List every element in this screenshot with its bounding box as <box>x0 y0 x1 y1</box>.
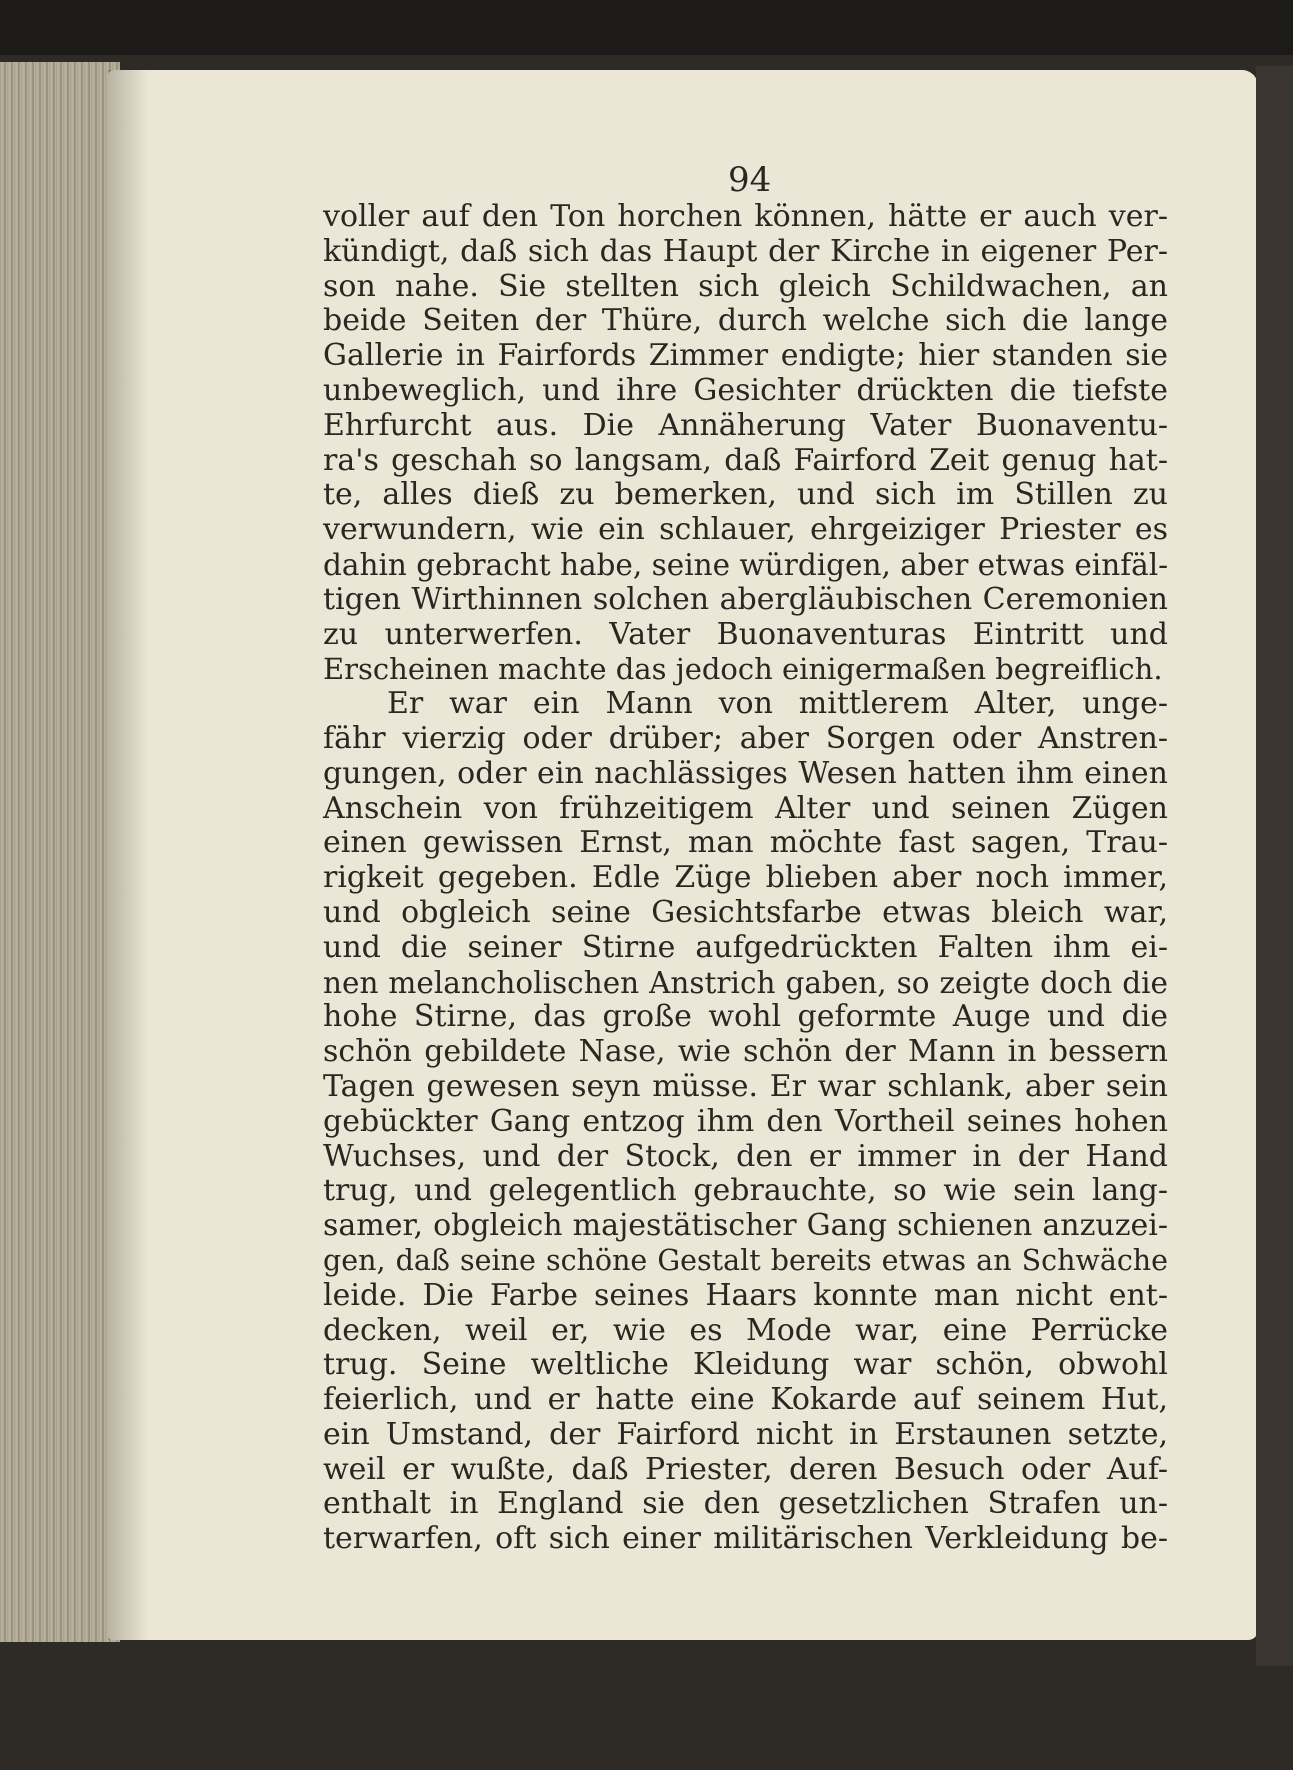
text-line: te, alles dieß zu bemerken, und sich im Stillen zu <box>323 477 1168 513</box>
body-text <box>323 200 1168 1557</box>
text-line: rigkeit gegeben. Edle Züge blieben aber noch immer, <box>323 860 1168 896</box>
text-line: und obgleich seine Gesichtsfarbe etwas bleich war, <box>323 894 1168 930</box>
text-line: Wuchses, und der Stock, den er immer in der Hand <box>323 1138 1168 1174</box>
text-line: enthalt in England sie den gesetzlichen Strafen un- <box>323 1486 1168 1522</box>
text-line: hohe Stirne, das große wohl geformte Auge und die <box>323 999 1168 1035</box>
text-line: ra's geschah so langsam, daß Fairford Zeit genug hat- <box>323 442 1168 478</box>
text-line: feierlich, und er hatte eine Kokarde auf seinem Hut, <box>323 1382 1168 1418</box>
text-line: beide Seiten der Thüre, durch welche sich die lange <box>323 303 1168 339</box>
text-line: decken, weil er, wie es Mode war, eine Perrücke <box>323 1312 1168 1348</box>
text-line: einen gewissen Ernst, man möchte fast sagen, Trau- <box>323 825 1168 861</box>
gutter-shadow <box>108 70 148 1640</box>
text-line: gungen, oder ein nachlässiges Wesen hatten ihm einen <box>323 755 1168 791</box>
text-line: ein Umstand, der Fairford nicht in Erstaunen setzte, <box>323 1416 1168 1452</box>
text-line: samer, obgleich majestätischer Gang schienen anzuzei- <box>323 1208 1168 1244</box>
paragraph-start-line: Er war ein Mann von mittlerem Alter, unge- <box>387 686 1168 722</box>
text-line: tigen Wirthinnen solchen abergläubischen Ceremonien <box>323 581 1168 617</box>
text-line: gen, daß seine schöne Gestalt bereits etwas an Schwäche <box>323 1243 1168 1277</box>
book-right-edge <box>1256 66 1293 1666</box>
text-line: Gallerie in Fairfords Zimmer endigte; hier standen sie <box>323 338 1168 374</box>
text-line: trug. Seine weltliche Kleidung war schön, obwohl <box>323 1347 1168 1383</box>
text-line: leide. Die Farbe seines Haars konnte man nicht ent- <box>323 1277 1168 1313</box>
text-line: Ehrfurcht aus. Die Annäherung Vater Buonaventu- <box>323 407 1168 443</box>
text-line: verwundern, wie ein schlauer, ehrgeiziger Priester es <box>323 512 1168 548</box>
text-line: unbeweglich, und ihre Gesichter drückten die tiefste <box>323 372 1168 408</box>
text-line: zu unterwerfen. Vater Buonaventuras Eintritt und <box>323 616 1168 652</box>
text-line: und die seiner Stirne aufgedrückten Falten ihm ei- <box>323 929 1168 965</box>
page-number: 94 <box>728 160 772 200</box>
page-stack-edge <box>0 62 120 1642</box>
book-top-edge <box>0 0 1293 55</box>
text-line: gebückter Gang entzog ihm den Vortheil seines hohen <box>323 1103 1168 1139</box>
text-line: weil er wußte, daß Priester, deren Besuch oder Auf- <box>323 1451 1168 1487</box>
paragraph-end-line: Erscheinen machte das jedoch einigermaßen begreiflich. <box>323 652 1163 687</box>
text-line: fähr vierzig oder drüber; aber Sorgen oder Anstren- <box>323 720 1168 756</box>
text-line: Anschein von frühzeitigem Alter und seinen Zügen <box>323 790 1168 826</box>
text-line: schön gebildete Nase, wie schön der Mann in bessern <box>323 1034 1168 1070</box>
text-line: terwarfen, oft sich einer militärischen Verkleidung be- <box>323 1521 1168 1557</box>
text-line: nen melancholischen Anstrich gaben, so zeigte doch die <box>323 965 1168 1000</box>
text-line: kündigt, daß sich das Haupt der Kirche in eigener Per- <box>323 233 1168 269</box>
text-line: voller auf den Ton horchen können, hätte er auch ver- <box>323 199 1168 234</box>
text-line: Tagen gewesen seyn müsse. Er war schlank, aber sein <box>323 1068 1168 1104</box>
text-line: son nahe. Sie stellten sich gleich Schildwachen, an <box>323 268 1168 304</box>
text-line: trug, und gelegentlich gebrauchte, so wie sein lang- <box>323 1173 1168 1209</box>
text-line: dahin gebracht habe, seine würdigen, aber etwas einfäl- <box>323 547 1169 582</box>
